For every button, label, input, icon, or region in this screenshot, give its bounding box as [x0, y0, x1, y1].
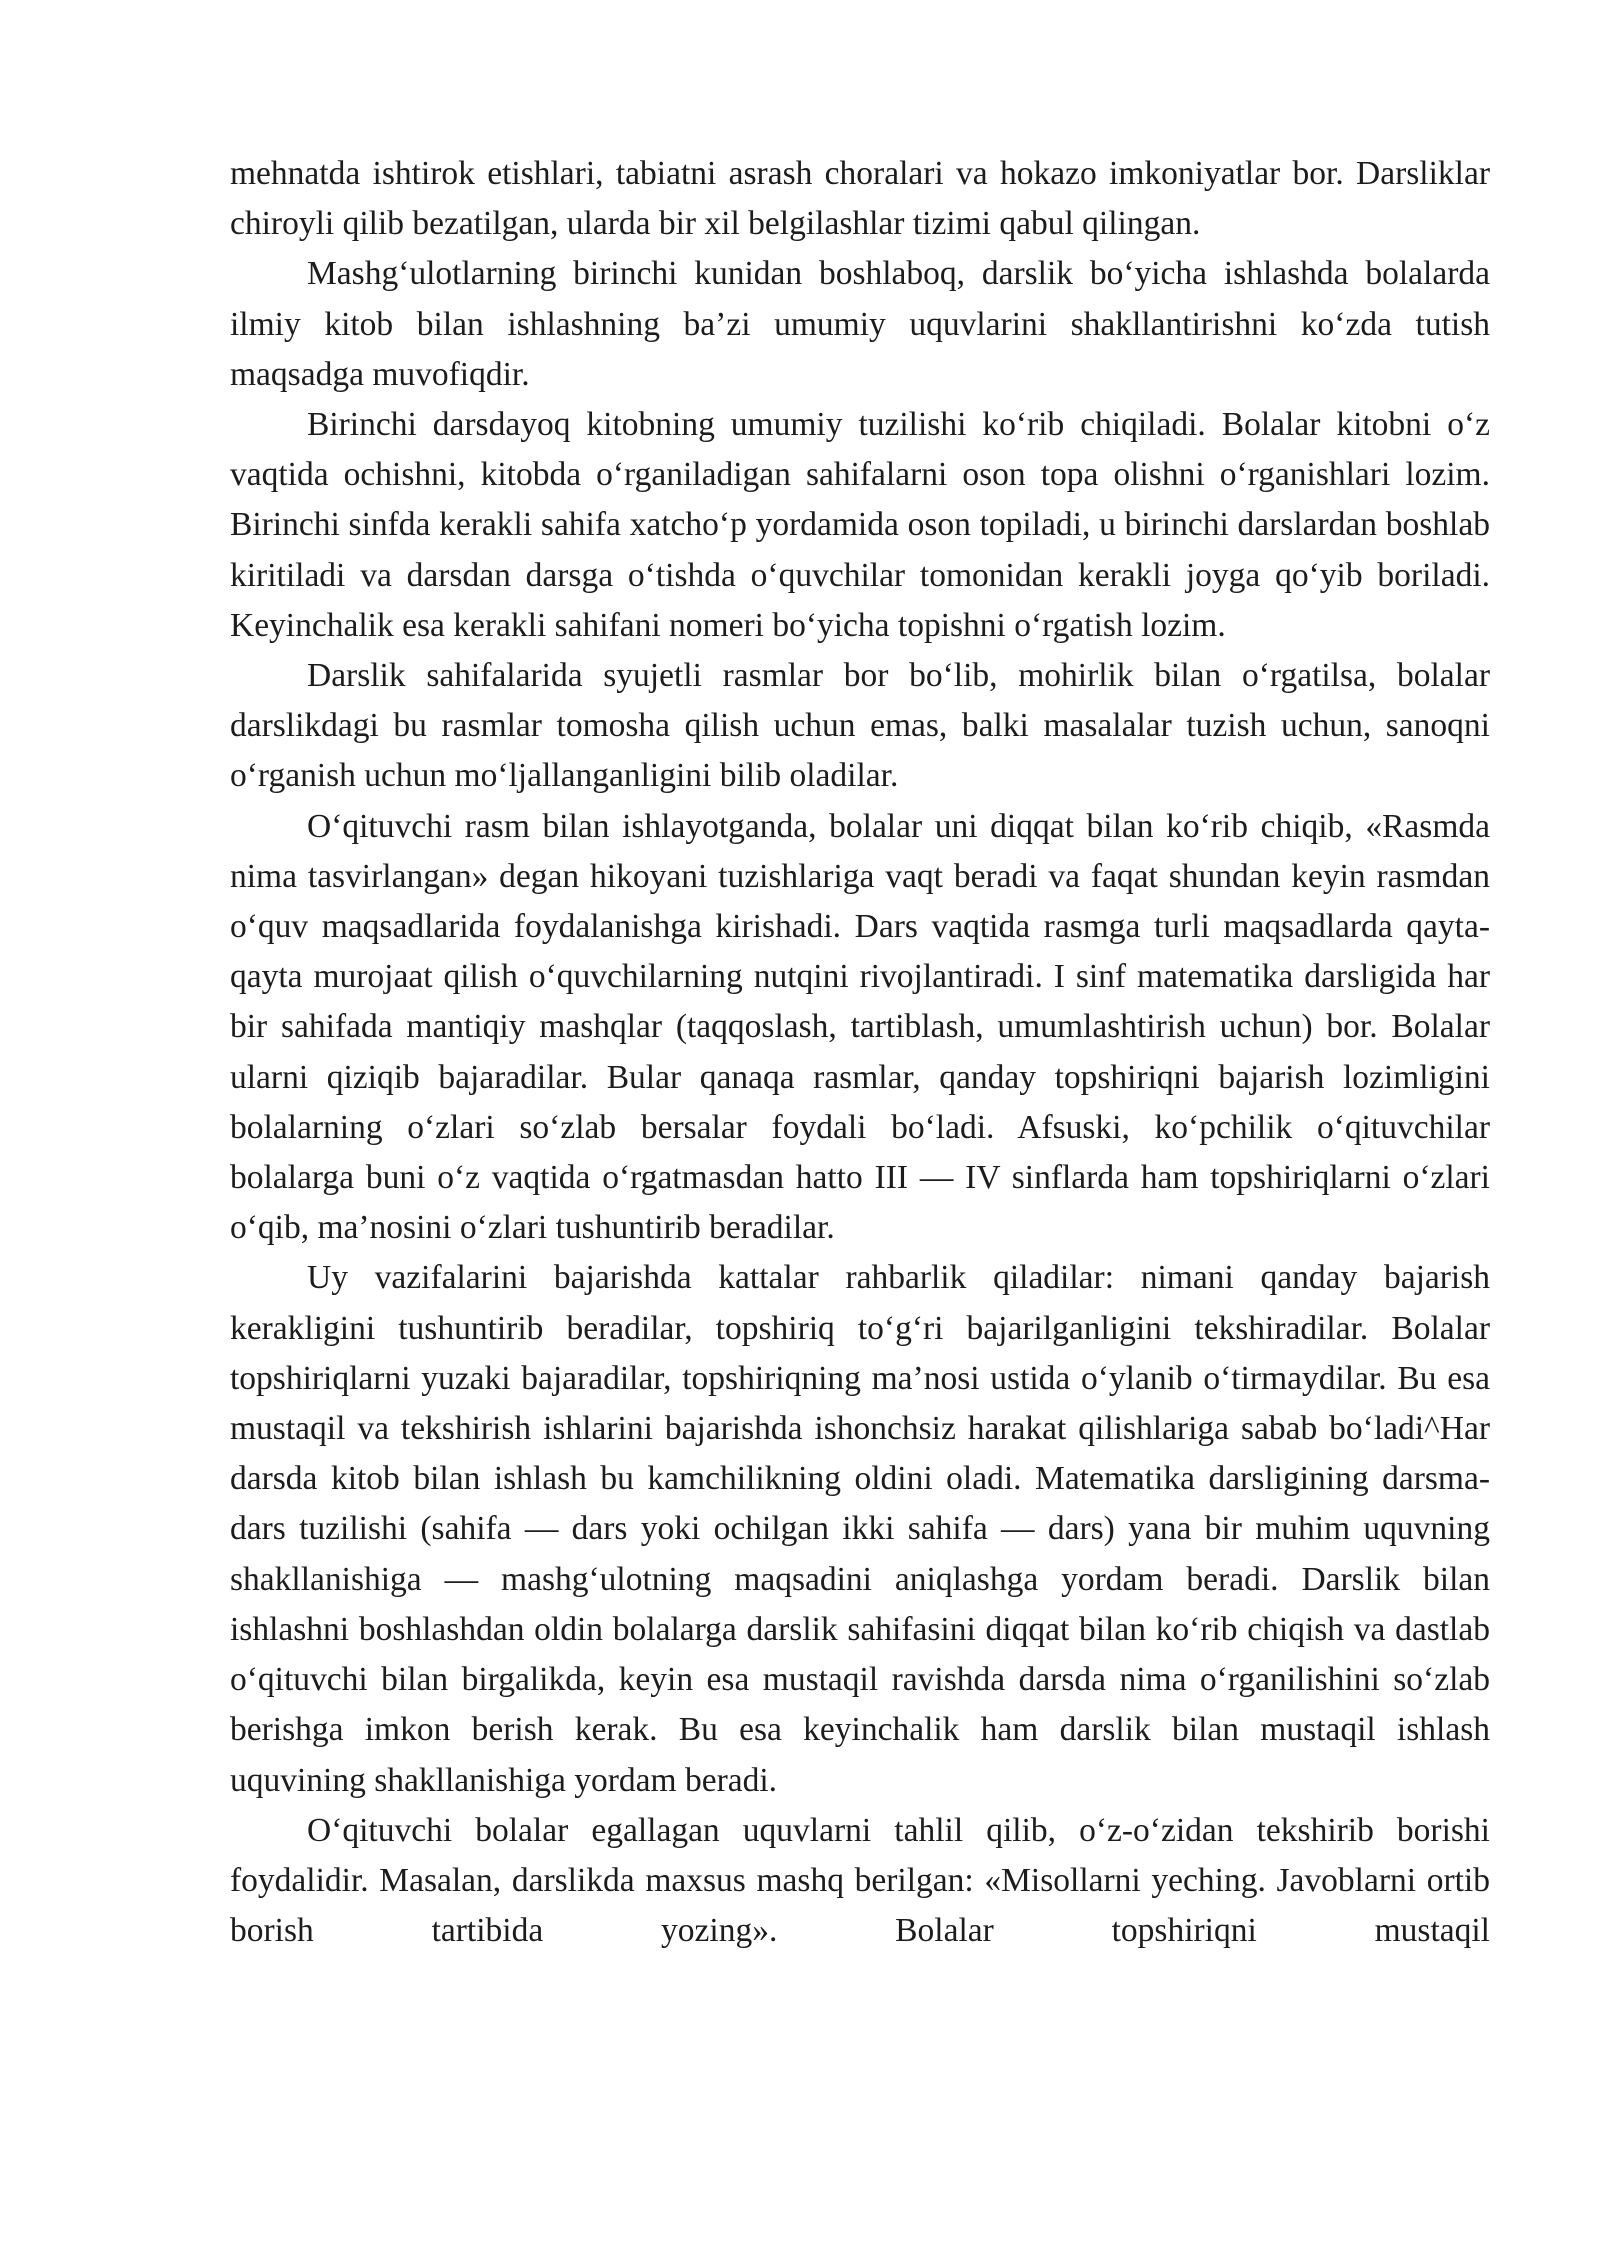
paragraph-6: Uy vazifalarini bajarishda kattalar rahbarlik qiladilar: nimani qanday bajarish kerakligini tushuntirib beradilar, topshiriq to‘g‘ri bajarilganligini tekshiradilar. Bolalar topshiriqlarni yuzaki bajaradilar, topshiriqning ma’nosi ustida o‘ylanib o‘tirmaydilar. Bu esa mustaqil va tekshirish ishlarini bajarishda ishonchsiz harakat qilishlariga sabab bo‘ladi^Har darsda kitob bilan ishlash bu kamchilikning oldini oladi. Matematika darsligining darsma-dars tuzilishi (sahifa — dars yoki ochilgan ikki sahifa — dars) yana bir muhim uquvning shakllanishiga — mashg‘ulotning maqsadini aniqlashga yordam beradi. Darslik bilan ishlashni boshlashdan oldin bolalarga darslik sahifasini diqqat bilan ko‘rib chiqish va dastlab o‘qituvchi bilan birgalikda, keyin esa mustaqil ravishda darsda nima o‘rganilishini so‘zlab berishga imkon berish kerak. Bu esa keyinchalik ham darslik bilan mustaqil ishlash uquvining shakllanishiga yordam beradi. — [230, 1259, 1490, 1799]
document-page — [230, 149, 1490, 1956]
paragraph-1: mehnatda ishtirok etishlari, tabiatni asrash choralari va hokazo imkoniyatlar bor. Darsliklar chiroyli qilib bezatilgan, ularda bir xil belgilashlar tizimi qabul qilingan. — [230, 155, 1490, 243]
paragraph-3: Birinchi darsdayoq kitobning umumiy tuzilishi ko‘rib chiqiladi. Bolalar kitobni o‘z vaqtida ochishni, kitobda o‘rganiladigan sahifalarni oson topa olishni o‘rganishlari lozim. Birinchi sinfda kerakli sahifa xatcho‘p yordamida oson topiladi, u birinchi darslardan boshlab kiritiladi va darsdan darsga o‘tishda o‘quvchilar tomonidan kerakli joyga qo‘yib boriladi. Keyinchalik esa kerakli sahifani nomeri bo‘yicha topishni o‘rgatish lozim. — [230, 406, 1490, 644]
paragraph-7: O‘qituvchi bolalar egallagan uquvlarni tahlil qilib, o‘z-o‘zidan tekshirib borishi foydalidir. Masalan, darslikda maxsus mashq berilgan: «Misollarni yeching. Javoblarni ortib borish tartibida yozing». Bolalar topshiriqni mustaqil — [230, 1811, 1490, 1950]
paragraph-4: Darslik sahifalarida syujetli rasmlar bor bo‘lib, mohirlik bilan o‘rgatilsa, bolalar darslikdagi bu rasmlar tomosha qilish uchun emas, balki masalalar tuzish uchun, sanoqni o‘rganish uchun mo‘ljallanganligini bilib oladilar. — [230, 657, 1490, 795]
paragraph-2: Mashg‘ulotlarning birinchi kunidan boshlaboq, darslik bo‘yicha ishlashda bolalarda ilmiy kitob bilan ishlashning ba’zi umumiy uquvlarini shakllantirishni ko‘zda tutish maqsadga muvofiqdir. — [230, 255, 1490, 393]
paragraph-5: O‘qituvchi rasm bilan ishlayotganda, bolalar uni diqqat bilan ko‘rib chiqib, «Rasmda nima tasvirlangan» degan hikoyani tuzishlariga vaqt beradi va faqat shundan keyin rasmdan o‘quv maqsadlarida foydalanishga kirishadi. Dars vaqtida rasmga turli maqsadlarda qayta-qayta murojaat qilish o‘quvchilarning nutqini rivojlantiradi. I sinf matematika darsligida har bir sahifada mantiqiy mashqlar (taqqoslash, tartiblash, umumlashtirish uchun) bor. Bolalar ularni qiziqib bajaradilar. Bular qanaqa rasmlar, qanday topshiriqni bajarish lozimligini bolalarning o‘zlari so‘zlab bersalar foydali bo‘ladi. Afsuski, ko‘pchilik o‘qituvchilar bolalarga buni o‘z vaqtida o‘rgatmasdan hatto III — IV sinflarda ham topshiriqlarni o‘zlari o‘qib, ma’nosini o‘zlari tushuntirib beradilar. — [230, 807, 1490, 1247]
